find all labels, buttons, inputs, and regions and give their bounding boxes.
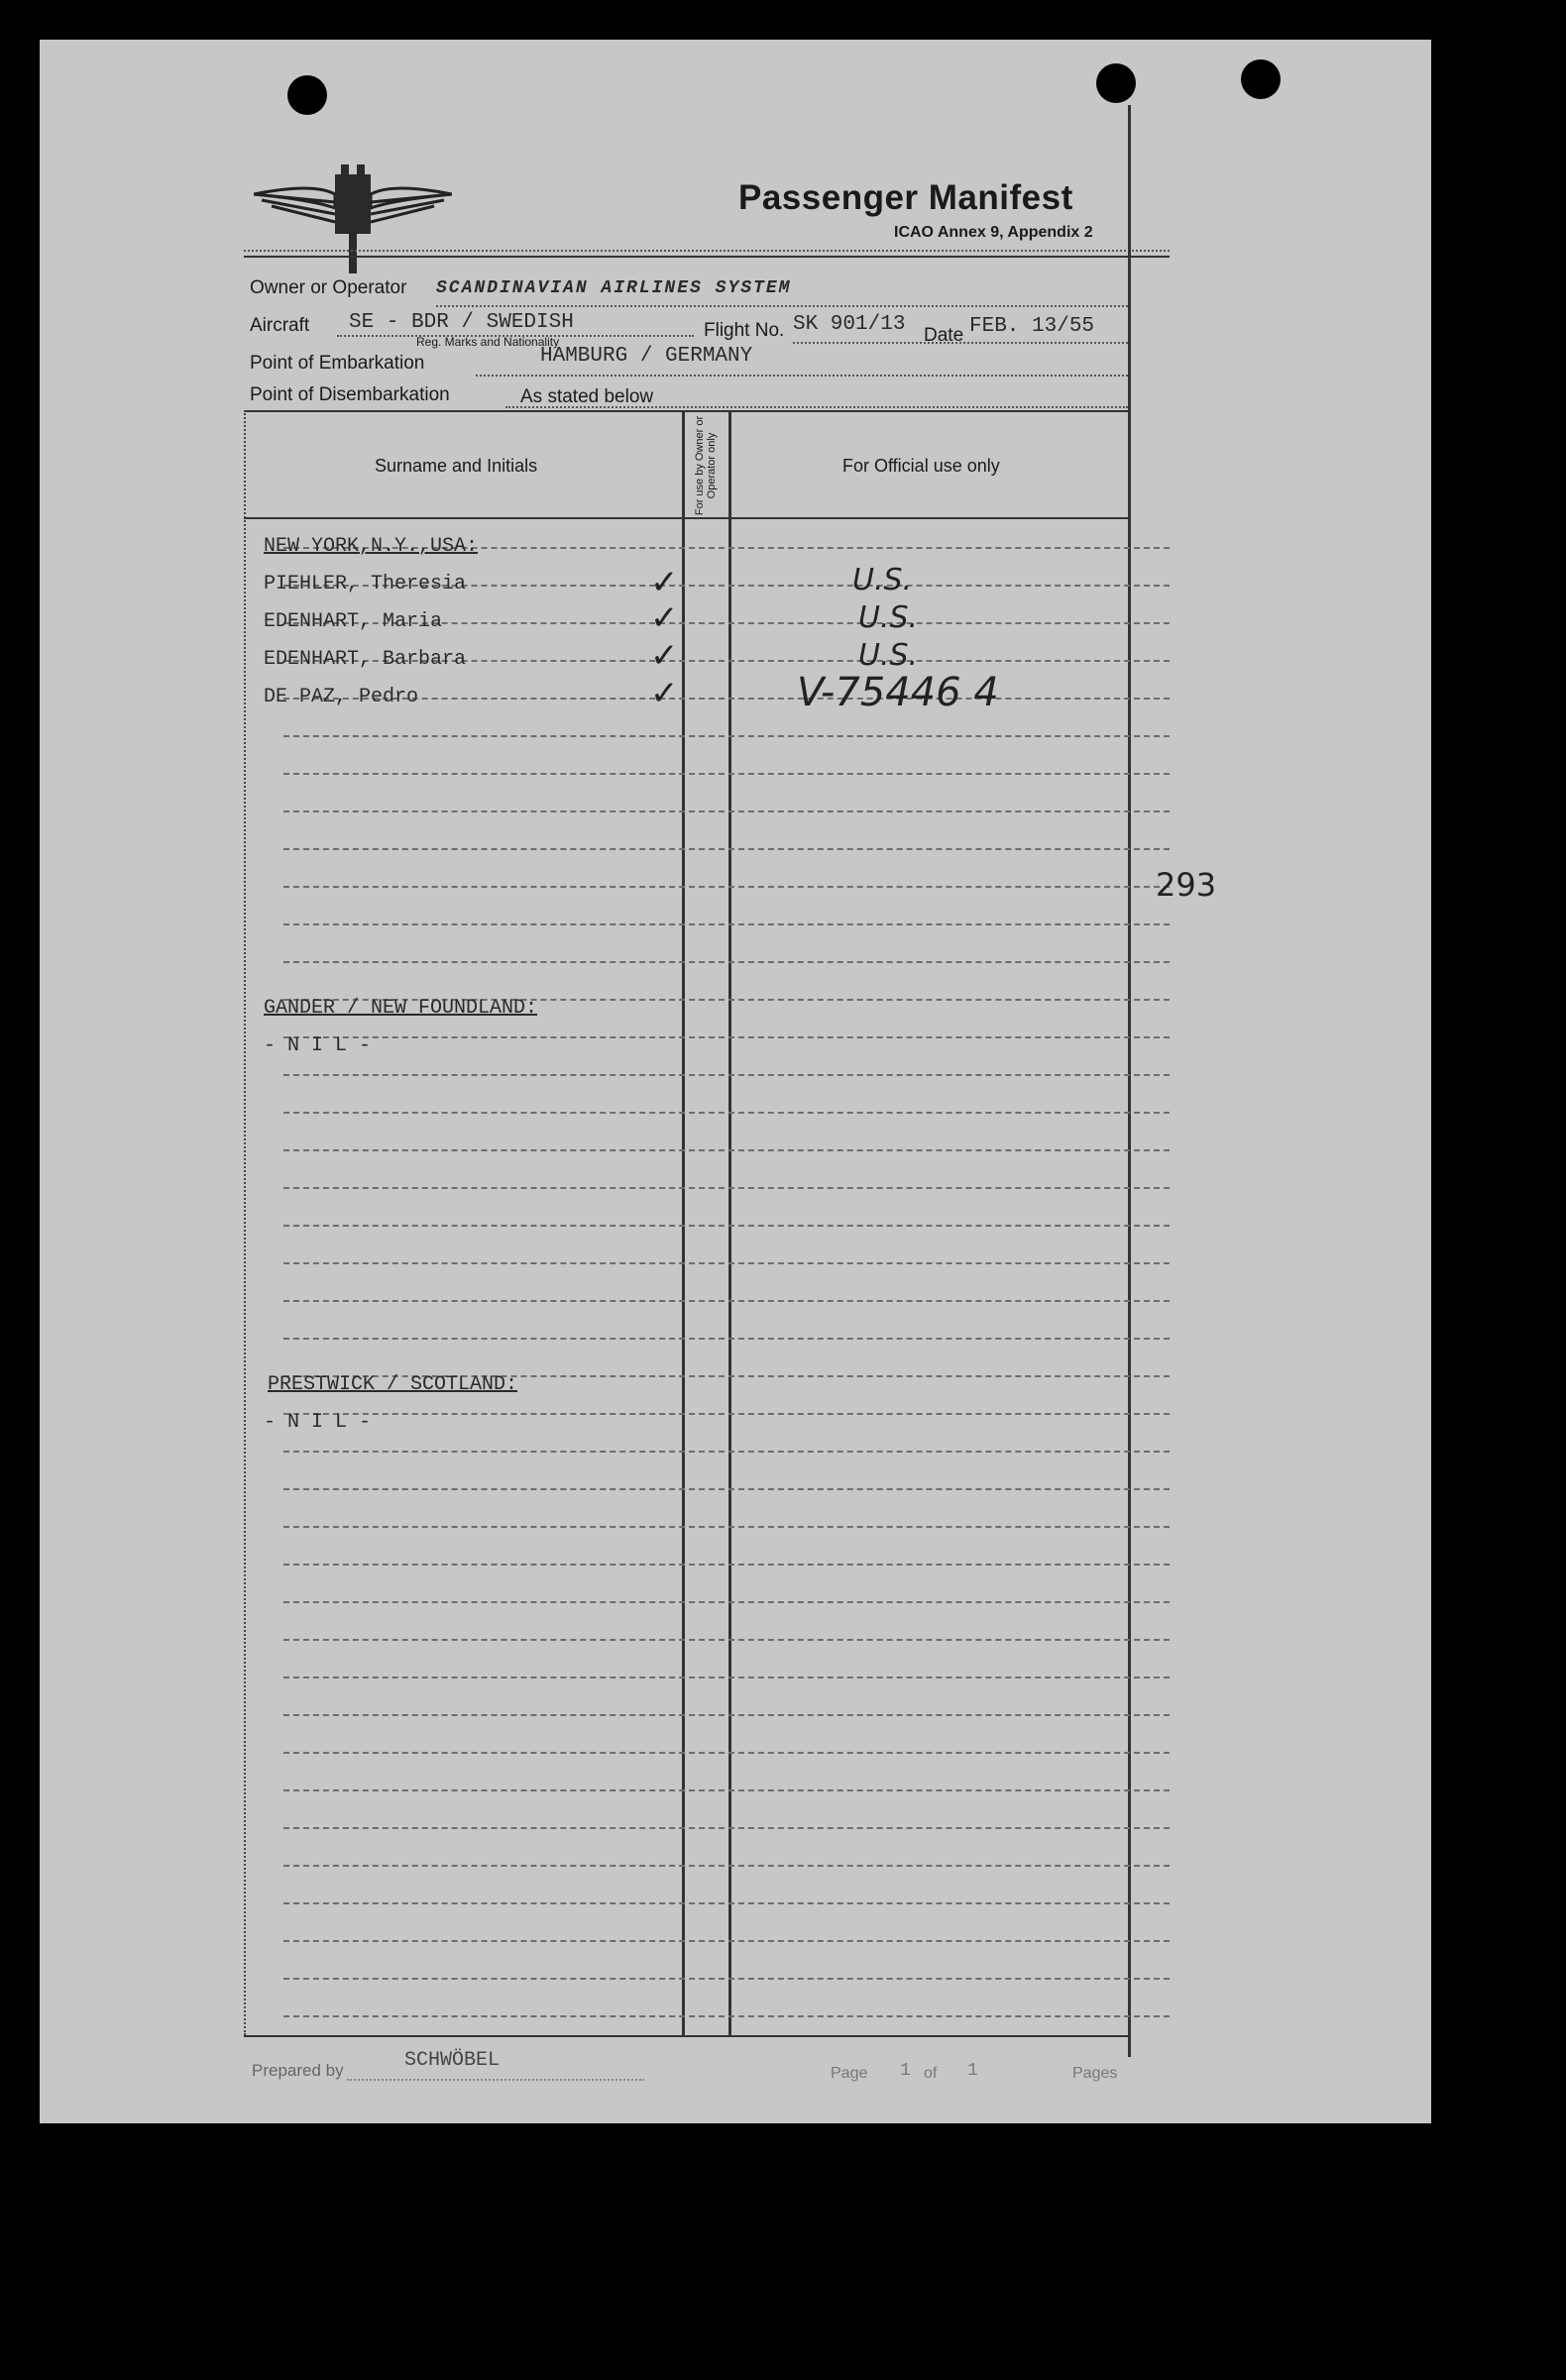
row-rule bbox=[283, 773, 1170, 775]
col-header-owner: For use by Owner or Operator only bbox=[694, 415, 718, 516]
airline-logo-icon bbox=[254, 164, 452, 275]
official-entry: U.S. bbox=[852, 563, 913, 597]
row-rule bbox=[283, 1112, 1170, 1114]
punch-hole bbox=[287, 75, 327, 115]
col-header-name: Surname and Initials bbox=[375, 456, 538, 476]
prepared-by-value: SCHWÖBEL bbox=[404, 2049, 501, 2072]
row-rule bbox=[283, 735, 1170, 737]
header-rule bbox=[244, 250, 1170, 252]
row-rule bbox=[283, 1526, 1170, 1528]
row-rule bbox=[283, 1752, 1170, 1754]
row-rule bbox=[283, 1149, 1170, 1151]
check-mark: ✓ bbox=[650, 674, 679, 713]
date-value: FEB. 13/55 bbox=[969, 315, 1095, 338]
pages-label: Pages bbox=[1072, 2065, 1118, 2082]
passenger-name: EDENHART, Barbara bbox=[264, 648, 467, 671]
row-rule bbox=[283, 1413, 1170, 1415]
section-heading: NEW YORK,N.Y.,USA: bbox=[264, 535, 479, 558]
row-rule bbox=[283, 1225, 1170, 1227]
aircraft-line bbox=[337, 335, 694, 337]
official-entry: U.S. bbox=[858, 600, 919, 635]
row-rule bbox=[283, 923, 1170, 925]
row-rule bbox=[283, 1677, 1170, 1678]
date-label: Date bbox=[924, 325, 964, 346]
owner-label: Owner or Operator bbox=[250, 277, 407, 298]
of-value: 1 bbox=[967, 2061, 978, 2081]
prepared-line bbox=[347, 2079, 644, 2081]
row-rule bbox=[283, 1451, 1170, 1453]
aircraft-value: SE - BDR / SWEDISH bbox=[349, 311, 574, 334]
table-bottom-rule bbox=[244, 2035, 1128, 2037]
disembark-label: Point of Disembarkation bbox=[250, 384, 450, 405]
check-mark: ✓ bbox=[650, 563, 679, 602]
section-heading: PRESTWICK / SCOTLAND: bbox=[268, 1373, 518, 1396]
table-top-rule bbox=[244, 410, 1128, 412]
aircraft-label: Aircraft bbox=[250, 315, 310, 336]
right-border bbox=[1128, 105, 1131, 2057]
official-entry: V-75446 4 bbox=[797, 670, 999, 715]
passenger-name: - N I L - bbox=[264, 1411, 372, 1434]
row-rule bbox=[283, 1564, 1170, 1566]
row-rule bbox=[283, 1789, 1170, 1791]
page-title: Passenger Manifest bbox=[738, 178, 1073, 217]
passenger-name: - N I L - bbox=[264, 1034, 372, 1057]
row-rule bbox=[283, 1639, 1170, 1641]
manifest-sheet bbox=[40, 40, 1431, 2123]
row-rule bbox=[283, 1338, 1170, 1340]
reg-marks-label: Reg. Marks and Nationality bbox=[416, 335, 560, 349]
row-rule bbox=[283, 1865, 1170, 1867]
passenger-name: EDENHART, Maria bbox=[264, 610, 443, 633]
page-value: 1 bbox=[900, 2061, 911, 2081]
row-rule bbox=[283, 848, 1170, 850]
row-rule bbox=[283, 886, 1170, 888]
flight-label: Flight No. bbox=[704, 320, 785, 341]
flight-value: SK 901/13 bbox=[793, 313, 906, 336]
row-rule bbox=[283, 1601, 1170, 1603]
table-col-rule bbox=[682, 410, 685, 2035]
row-rule bbox=[283, 1714, 1170, 1716]
official-entry: U.S. bbox=[858, 638, 919, 673]
date-line bbox=[793, 342, 1128, 344]
punch-hole bbox=[1096, 63, 1136, 103]
row-rule bbox=[283, 1187, 1170, 1189]
passenger-name: PIEHLER, Theresia bbox=[264, 573, 467, 595]
table-col-rule bbox=[728, 410, 731, 2035]
row-rule bbox=[283, 1036, 1170, 1038]
check-mark: ✓ bbox=[650, 598, 679, 638]
embark-label: Point of Embarkation bbox=[250, 353, 425, 374]
table-header-rule bbox=[244, 517, 1128, 519]
disembark-value: As stated below bbox=[520, 386, 654, 407]
header-rule bbox=[244, 256, 1170, 258]
row-rule bbox=[283, 1300, 1170, 1302]
embark-line bbox=[476, 375, 1128, 377]
col-header-official: For Official use only bbox=[842, 456, 1000, 476]
row-rule bbox=[283, 1902, 1170, 1904]
row-rule bbox=[283, 1827, 1170, 1829]
page-subtitle: ICAO Annex 9, Appendix 2 bbox=[894, 224, 1093, 241]
row-rule bbox=[283, 811, 1170, 812]
page-label: Page bbox=[831, 2065, 868, 2082]
check-mark: ✓ bbox=[650, 636, 679, 676]
owner-line bbox=[436, 305, 1128, 307]
row-rule bbox=[283, 1488, 1170, 1490]
margin-number: 293 bbox=[1156, 866, 1217, 904]
passenger-name: DE PAZ, Pedro bbox=[264, 686, 419, 708]
row-rule bbox=[283, 1978, 1170, 1980]
of-label: of bbox=[924, 2065, 938, 2082]
row-rule bbox=[283, 2015, 1170, 2017]
row-rule bbox=[283, 961, 1170, 963]
prepared-by-label: Prepared by bbox=[252, 2061, 344, 2080]
row-rule bbox=[283, 1262, 1170, 1264]
disembark-line bbox=[505, 406, 1128, 408]
row-rule bbox=[283, 1940, 1170, 1942]
section-heading: GANDER / NEW FOUNDLAND: bbox=[264, 997, 538, 1020]
row-rule bbox=[283, 1074, 1170, 1076]
punch-hole bbox=[1241, 59, 1281, 99]
embark-value: HAMBURG / GERMANY bbox=[540, 345, 753, 368]
table-left-rule bbox=[244, 410, 246, 2035]
owner-value: SCANDINAVIAN AIRLINES SYSTEM bbox=[436, 278, 792, 298]
